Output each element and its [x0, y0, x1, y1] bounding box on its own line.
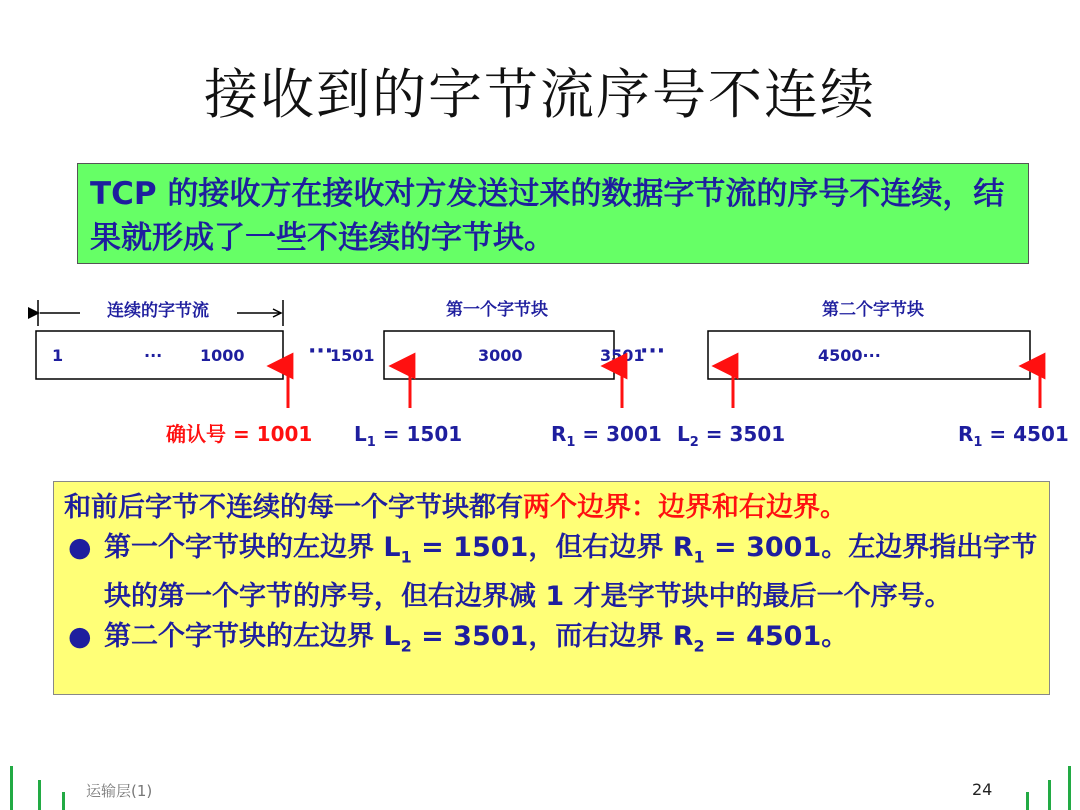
block1-mid: 3000: [478, 346, 523, 365]
bullet2-sub2: 2: [693, 636, 705, 656]
footer-bar: [38, 780, 41, 810]
footer-bar: [10, 766, 13, 810]
bullet1-sub2: 1: [693, 547, 705, 567]
slide-title: 接收到的字节流序号不连续: [204, 63, 876, 126]
R1-label: $R_1 = 3001$: [551, 422, 662, 450]
footer-bar: [1068, 766, 1071, 810]
bullet1-text-b: = 1501，但右边界 R: [411, 532, 694, 563]
block1-end: 3501: [600, 346, 645, 365]
seg1-dots: ···: [144, 346, 163, 365]
page-number: 24: [972, 780, 993, 799]
byte-stream-diagram: [0, 290, 1080, 450]
summary-line1-highlight: 两个边界：边界和右边界。: [523, 492, 847, 523]
bullet-dot: ●: [68, 621, 92, 653]
bullet2-sub1: 2: [400, 636, 412, 656]
label-continuous: 连续的字节流: [107, 301, 209, 321]
bullet2-text-a: 第二个字节块的左边界 L: [104, 621, 401, 653]
summary-line1-text: 和前后字节不连续的每一个字节块都有: [64, 492, 523, 523]
seg1-end: 1000: [200, 346, 245, 365]
summary-bullet-1: [64, 528, 1039, 617]
intro-box: [77, 163, 1029, 264]
label-block1: 第一个字节块: [446, 300, 548, 320]
seg1-start: 1: [52, 346, 64, 365]
continuous-span: [38, 300, 283, 326]
bullet-dot: ●: [68, 532, 92, 563]
footer-bar: [1026, 792, 1029, 810]
block1-start: 1501: [330, 346, 375, 365]
footer-section: 运输层(1): [86, 782, 153, 800]
summary-line1: [64, 488, 1039, 528]
L1-label: $L_1 = 1501$: [354, 422, 463, 450]
summary-box: [53, 481, 1050, 695]
bullet1-text-a: 第一个字节块的左边界 L: [104, 532, 401, 563]
ack-label: 确认号 = 1001: [166, 422, 313, 446]
gap2-dots: ···: [640, 339, 666, 364]
footer-bar: [62, 792, 65, 810]
bullet2-text-b: = 3501，而右边界 R: [411, 621, 694, 653]
gap1-dots: ···: [308, 339, 334, 364]
intro-text: TCP 的接收方在接收对方发送过来的数据字节流的序号不连续，结果就形成了一些不连续的字节块。: [90, 176, 1005, 256]
R2-label: $R_1 = 4501$: [958, 422, 1069, 450]
summary-bullet-2: [64, 617, 1039, 666]
label-block2: 第二个字节块: [822, 300, 924, 320]
block2-mid: 4500···: [818, 346, 881, 365]
L2-label: $L_2 = 3501$: [677, 422, 786, 450]
footer-bar: [1048, 780, 1051, 810]
bullet1-text-c: = 3001。左边界指出字节块的第一个字节的序号，但右边界减 1 才是字节块中的最后一个序号。: [104, 532, 1038, 613]
bullet2-text-c: = 4501。: [704, 621, 849, 653]
bullet1-sub1: 1: [400, 547, 412, 567]
